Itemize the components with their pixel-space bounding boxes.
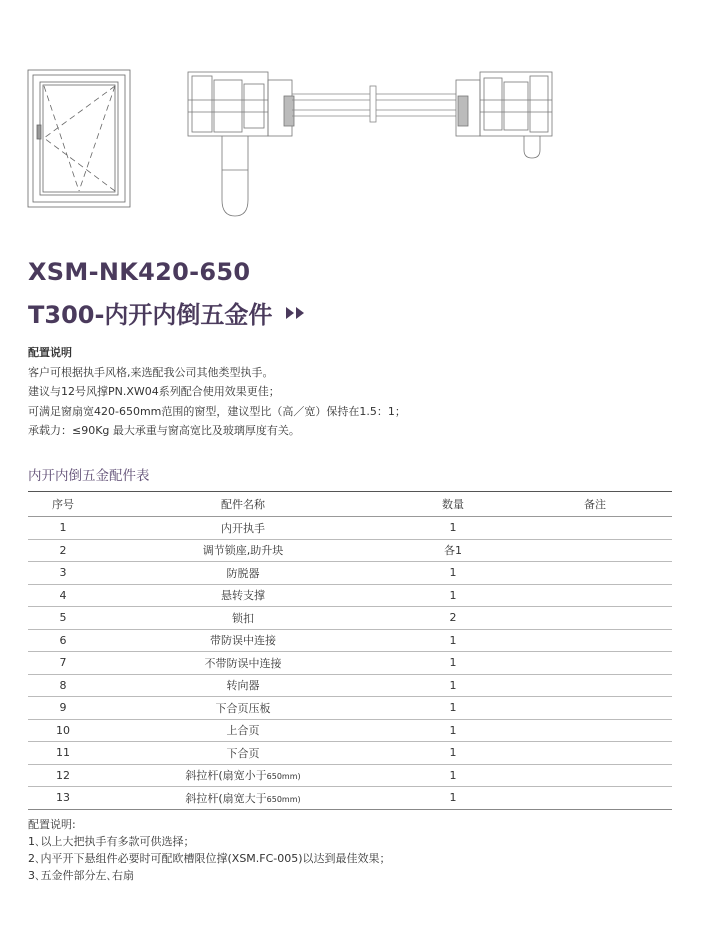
- table-row: [28, 787, 672, 810]
- table-row: [28, 562, 672, 585]
- row-part-name: [98, 652, 388, 675]
- row-part-name: [98, 539, 388, 562]
- table-row: [28, 517, 672, 540]
- header-remark: 备注: [518, 492, 672, 517]
- parts-table: [28, 491, 672, 810]
- table-row: [28, 764, 672, 787]
- row-number: 7: [28, 652, 98, 675]
- product-title-text: T300-内开内倒五金件: [28, 301, 273, 329]
- config-line: 建议与12号风撑PN.XW04系列配合使用效果更佳；: [28, 385, 280, 398]
- notes-heading: 配置说明:: [28, 818, 76, 831]
- table-row: [28, 674, 672, 697]
- part-name-size-note: 650mm): [266, 794, 301, 804]
- row-remark: [518, 764, 672, 787]
- part-name-text: 锁扣: [232, 611, 254, 625]
- row-number: 3: [28, 562, 98, 585]
- row-quantity: 1: [388, 629, 518, 652]
- row-number: 1: [28, 517, 98, 540]
- row-quantity: 1: [388, 719, 518, 742]
- row-quantity: 1: [388, 697, 518, 720]
- row-part-name: [98, 517, 388, 540]
- row-part-name: [98, 584, 388, 607]
- part-name-text: 带防误中连接: [210, 634, 276, 648]
- profile-section-right: [456, 72, 552, 158]
- table-title: 内开内倒五金配件表: [28, 468, 150, 484]
- row-part-name: [98, 674, 388, 697]
- row-part-name: [98, 787, 388, 810]
- row-number: 13: [28, 787, 98, 810]
- row-number: 4: [28, 584, 98, 607]
- row-part-name: [98, 697, 388, 720]
- row-part-name: [98, 629, 388, 652]
- row-quantity: 1: [388, 764, 518, 787]
- table-row: [28, 607, 672, 630]
- part-name-text: 下合页压板: [215, 701, 271, 715]
- row-remark: [518, 787, 672, 810]
- row-part-name: [98, 719, 388, 742]
- row-number: 6: [28, 629, 98, 652]
- model-number: XSM-NK420-650: [28, 258, 251, 286]
- row-number: 9: [28, 697, 98, 720]
- row-number: 2: [28, 539, 98, 562]
- row-number: 11: [28, 742, 98, 765]
- row-number: 10: [28, 719, 98, 742]
- part-name-text: 调节锁座,助升块: [202, 544, 284, 558]
- row-quantity: 1: [388, 787, 518, 810]
- table-row: [28, 539, 672, 562]
- notes-line: 2､内平开下悬组件必要时可配欧槽限位撑(XSM.FC-005)以达到最佳效果；: [28, 852, 391, 865]
- row-quantity: 1: [388, 562, 518, 585]
- table-header-row: [28, 492, 672, 517]
- row-quantity: 1: [388, 517, 518, 540]
- notes-line: 3､五金件部分左､右扇: [28, 869, 134, 882]
- row-remark: [518, 697, 672, 720]
- part-name-text: 不带防误中连接: [204, 656, 282, 670]
- row-number: 5: [28, 607, 98, 630]
- row-number: 8: [28, 674, 98, 697]
- row-quantity: 2: [388, 607, 518, 630]
- header-part-name: 配件名称: [98, 492, 388, 517]
- product-title: [28, 295, 306, 330]
- config-description: [28, 343, 406, 441]
- technical-drawing: [0, 0, 710, 230]
- notes-section: [28, 816, 391, 884]
- row-part-name: [98, 742, 388, 765]
- row-remark: [518, 674, 672, 697]
- part-name-text: 转向器: [226, 679, 260, 693]
- row-quantity: 1: [388, 584, 518, 607]
- table-row: [28, 742, 672, 765]
- row-number: 12: [28, 764, 98, 787]
- row-remark: [518, 742, 672, 765]
- row-remark: [518, 539, 672, 562]
- row-remark: [518, 719, 672, 742]
- glass-section: [292, 86, 456, 122]
- config-heading: 配置说明: [28, 346, 72, 359]
- part-name-text: 斜拉杆(扇宽大于: [185, 791, 267, 805]
- part-name-text: 下合页: [226, 746, 260, 760]
- table-row: [28, 719, 672, 742]
- row-quantity: 1: [388, 652, 518, 675]
- row-quantity: 1: [388, 742, 518, 765]
- config-line: 可满足窗扇宽420-650mm范围的窗型，建议型比（高／宽）保持在1.5：1；: [28, 404, 406, 418]
- row-remark: [518, 652, 672, 675]
- header-number: 序号: [28, 492, 98, 517]
- config-line: 承载力：≤90Kg 最大承重与窗高宽比及玻璃厚度有关。: [28, 424, 300, 437]
- row-part-name: [98, 562, 388, 585]
- row-quantity: 1: [388, 674, 518, 697]
- notes-line: 1､以上大把执手有多款可供选择；: [28, 835, 195, 848]
- part-name-text: 上合页: [226, 724, 260, 738]
- table-row: [28, 697, 672, 720]
- row-part-name: [98, 607, 388, 630]
- row-remark: [518, 517, 672, 540]
- part-name-text: 内开执手: [221, 521, 265, 535]
- part-name-size-note: 650mm): [266, 772, 301, 782]
- table-row: [28, 652, 672, 675]
- table-row: [28, 629, 672, 652]
- row-remark: [518, 562, 672, 585]
- row-remark: [518, 607, 672, 630]
- double-play-arrow-icon: [286, 306, 306, 320]
- part-name-text: 防脱器: [226, 566, 260, 580]
- row-part-name: [98, 764, 388, 787]
- row-remark: [518, 584, 672, 607]
- config-line: 客户可根据执手风格,来选配我公司其他类型执手。: [28, 365, 274, 379]
- window-elevation-drawing: [28, 70, 130, 207]
- table-row: [28, 584, 672, 607]
- row-quantity: 各1: [388, 539, 518, 562]
- row-remark: [518, 629, 672, 652]
- profile-section-left: [188, 72, 294, 216]
- header-quantity: 数量: [388, 492, 518, 517]
- part-name-text: 悬转支撑: [221, 589, 265, 603]
- part-name-text: 斜拉杆(扇宽小于: [185, 769, 267, 783]
